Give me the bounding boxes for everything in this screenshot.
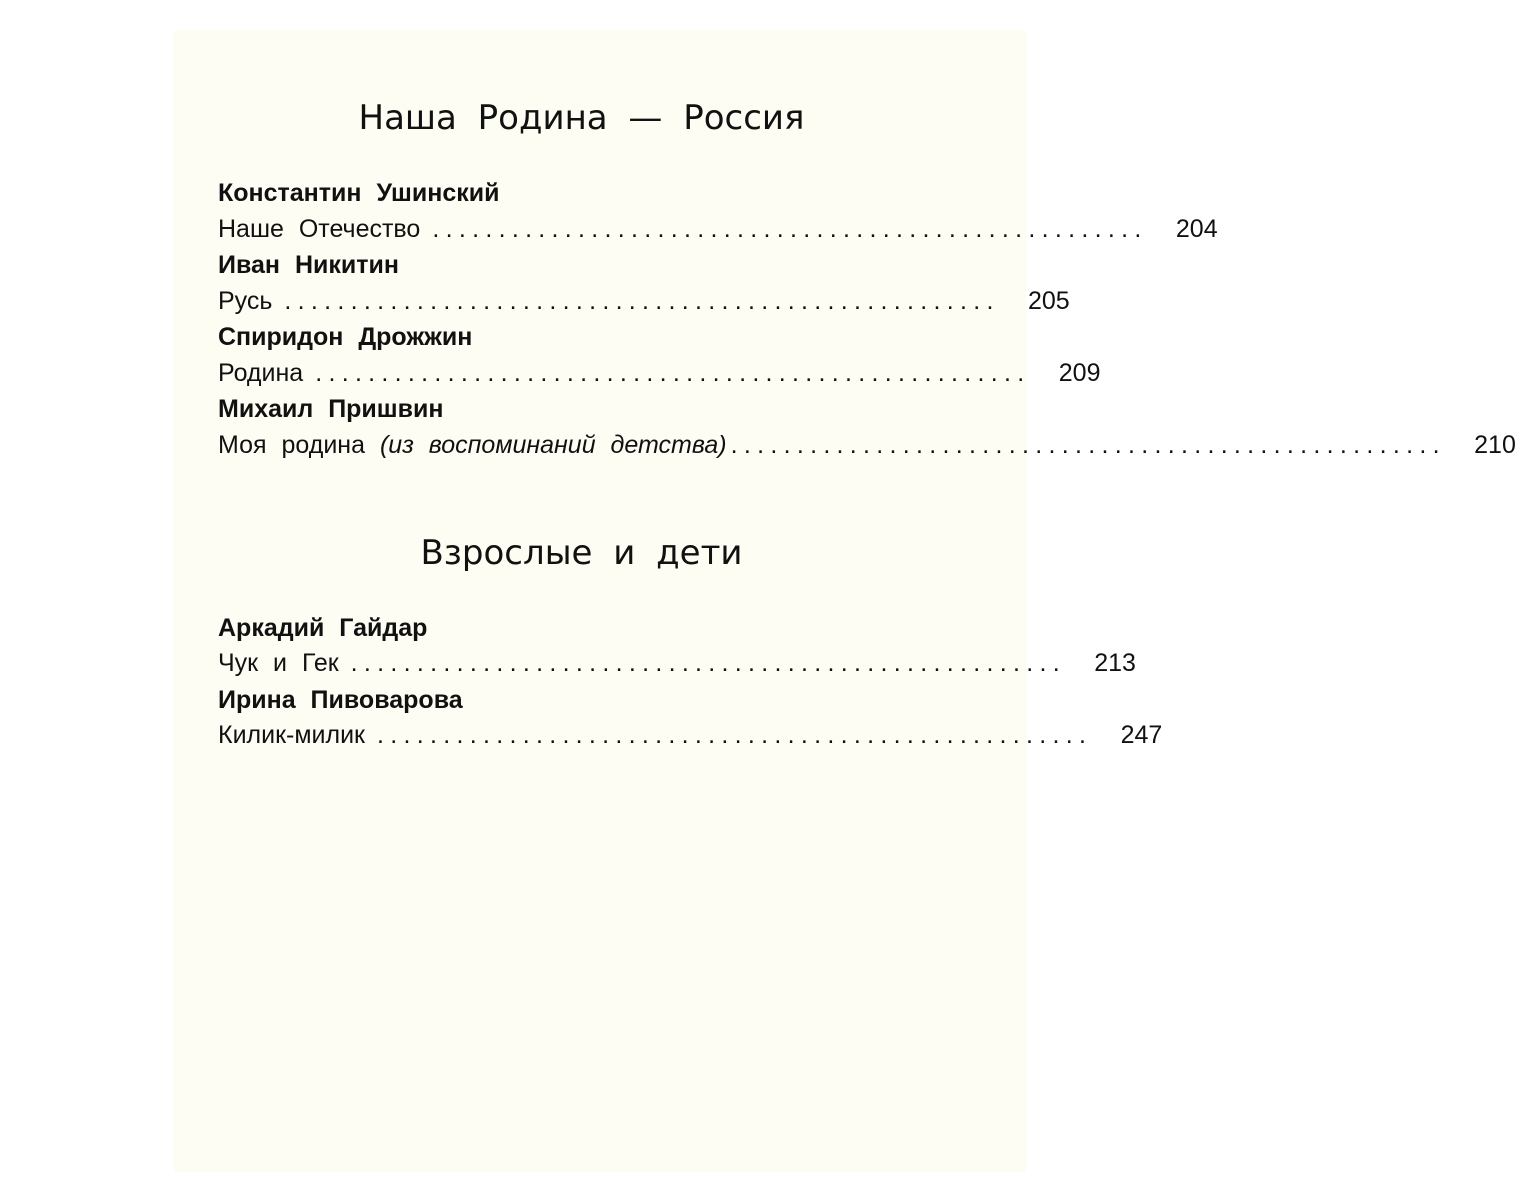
entry-title: Килик-милик [218, 721, 365, 749]
page-number: 247 [1120, 721, 1163, 749]
entry-title [218, 430, 727, 460]
page-number: 209 [1058, 359, 1101, 387]
dot-leader: ...................................................... [432, 215, 1148, 243]
page-number: 213 [1094, 649, 1136, 677]
page-number: 205 [1027, 287, 1070, 315]
entry-title-main: Моя родина [218, 431, 366, 459]
book-page [174, 30, 1516, 1172]
page-number: 204 [1175, 215, 1218, 243]
author-name: Константин Ушинский [218, 179, 500, 207]
dot-leader: ...................................................... [315, 359, 1031, 387]
entry-title: Чук и Гек [218, 649, 339, 677]
entry-title: Русь [218, 287, 273, 315]
toc-entry [218, 720, 1163, 750]
toc-entry [218, 430, 1516, 460]
entry-subtitle: (из воспоминаний детства) [379, 431, 727, 459]
dot-leader: ...................................................... [377, 721, 1093, 749]
author-name: Ирина Пивоварова [218, 686, 463, 714]
toc-entry [218, 286, 1070, 316]
author-name: Михаил Пришвин [218, 395, 444, 423]
section-title-rodina: Наша Родина — Россия [358, 98, 805, 138]
section-title-adults-children: Взрослые и дети [420, 533, 743, 573]
author-name: Иван Никитин [218, 251, 399, 279]
toc-entry [218, 358, 1101, 388]
author-name: Спиридон Дрожжин [218, 323, 473, 351]
dot-leader: ...................................................... [284, 287, 1000, 315]
dot-leader: ...................................................... [350, 649, 1066, 677]
entry-title: Родина [218, 359, 304, 387]
author-name: Аркадий Гайдар [218, 614, 428, 642]
dot-leader: ...................................................... [730, 431, 1446, 459]
page-number: 210 [1474, 431, 1516, 459]
toc-entry [218, 214, 1218, 244]
toc-entry [218, 648, 1136, 678]
entry-title: Наше Отечество [218, 215, 421, 243]
